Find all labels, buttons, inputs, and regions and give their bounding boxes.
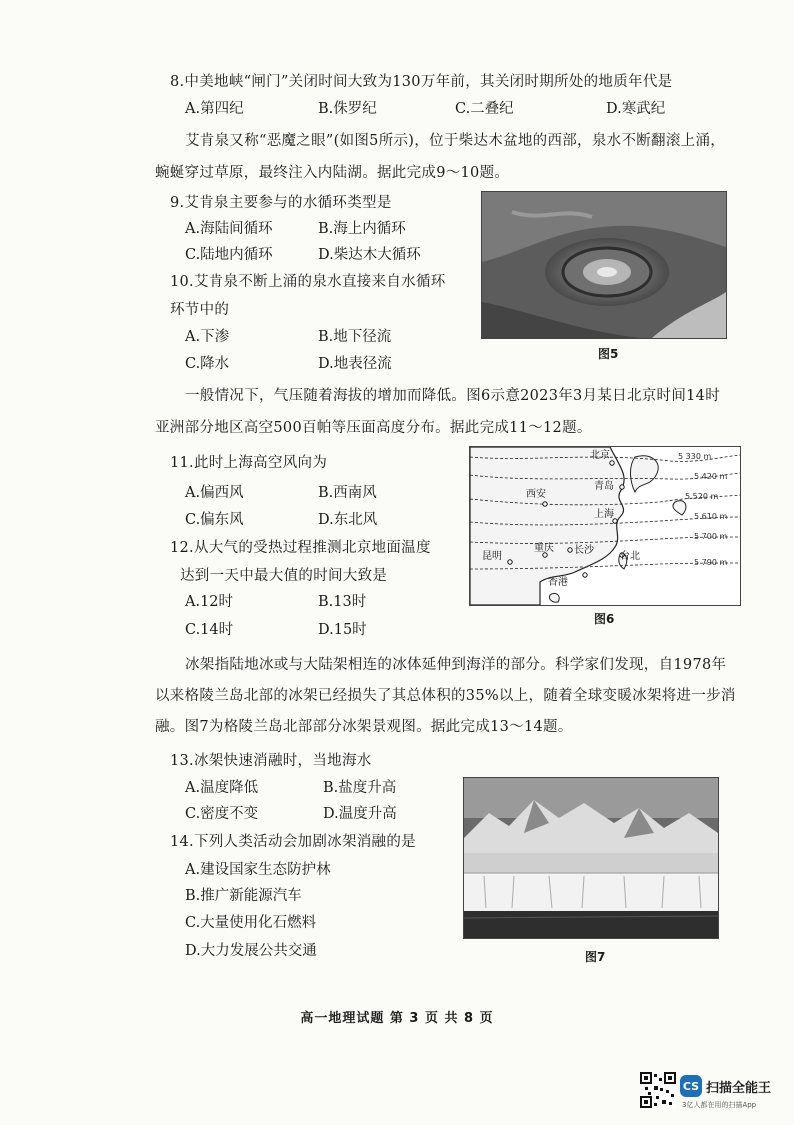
figure6-caption: 图6 [594, 612, 615, 626]
q11-option-d: D.东北风 [318, 512, 378, 528]
intro2-line2: 亚洲部分地区高空500百帕等压面高度分布。据此完成11～12题。 [155, 420, 592, 436]
q11-stem: 11.此时上海高空风向为 [170, 455, 328, 471]
city-chongqing: 重庆 [534, 543, 554, 554]
isoline-label-5700: 5 700 m [694, 532, 728, 541]
q11-option-a: A.偏西风 [185, 485, 244, 501]
page-footer: 高一地理试题 第 3 页 共 8 页 [300, 1011, 494, 1026]
q9-option-a: A.海陆间循环 [185, 221, 273, 237]
q12-option-c: C.14时 [185, 622, 234, 638]
isoline-label-5420: 5 420 m [694, 472, 728, 481]
intro1-line2: 蜿蜒穿过草原，最终注入内陆湖。据此完成9～10题。 [155, 165, 510, 181]
q8-option-a: A.第四纪 [185, 101, 244, 117]
figure7-caption: 图7 [585, 950, 606, 964]
q9-option-b: B.海上内循环 [318, 221, 406, 237]
isoline-label-5330: 5 330 m [678, 452, 712, 461]
q12-option-a: A.12时 [185, 594, 234, 610]
q9-option-c: C.陆地内循环 [185, 247, 273, 263]
q11-option-c: C.偏东风 [185, 512, 244, 528]
intro3-line1: 冰架指陆地冰或与大陆架相连的冰体延伸到海洋的部分。科学家们发现，自1978年 [185, 657, 727, 673]
figure7-ice-shelf-photo [463, 777, 719, 939]
figure5-caption: 图5 [598, 347, 619, 361]
qr-code-icon [640, 1072, 676, 1108]
q12-option-b: B.13时 [318, 594, 367, 610]
scanner-badge [680, 1075, 771, 1097]
figure5-spring-photo [481, 191, 727, 339]
q10-stem-line2: 环节中的 [170, 302, 230, 318]
q10-stem-line1: 10.艾肯泉不断上涌的泉水直接来自水循环 [170, 274, 446, 290]
q9-stem: 9.艾肯泉主要参与的水循环类型是 [170, 195, 392, 211]
q10-option-a: A.下渗 [185, 329, 230, 345]
q12-stem-line2: 达到一天中最大值的时间大致是 [180, 568, 388, 584]
q10-option-b: B.地下径流 [318, 329, 392, 345]
city-beijing: 北京 [590, 450, 610, 461]
q12-stem-line1: 12.从大气的受热过程推测北京地面温度 [170, 540, 431, 556]
city-taipei: 台北 [620, 551, 640, 562]
q12-option-d: D.15时 [318, 622, 367, 638]
q14-option-d: D.大力发展公共交通 [185, 943, 317, 959]
q14-option-a: A.建设国家生态防护林 [185, 862, 331, 878]
isoline-label-5520: 5 520 m [685, 492, 719, 501]
figure6-map [469, 446, 741, 606]
intro1-line1: 艾肯泉又称“恶魔之眼”(如图5所示)，位于柴达木盆地的西部，泉水不断翻滚上涌， [185, 133, 726, 149]
city-hongkong: 香港 [548, 577, 568, 588]
city-qingdao: 青岛 [594, 481, 614, 492]
isoline-label-5610: 5 610 m [694, 512, 728, 521]
q14-stem: 14.下列人类活动会加剧冰架消融的是 [170, 834, 416, 850]
q13-option-a: A.温度降低 [185, 780, 259, 796]
intro3-line3: 融。图7为格陵兰岛北部部分冰架景观图。据此完成13～14题。 [155, 719, 573, 735]
q13-option-c: C.密度不变 [185, 806, 259, 822]
intro2-line1: 一般情况下，气压随着海拔的增加而降低。图6示意2023年3月某日北京时间14时 [185, 388, 720, 404]
ice-shelf-image [464, 778, 718, 938]
q8-option-b: B.侏罗纪 [318, 101, 377, 117]
isoline-label-5790: 5 790 m [694, 558, 728, 567]
city-shanghai: 上海 [594, 509, 614, 520]
q10-option-d: D.地表径流 [318, 356, 392, 372]
q11-option-b: B.西南风 [318, 485, 377, 501]
camscanner-logo-icon: CS [680, 1075, 702, 1097]
q8-option-c: C.二叠纪 [455, 101, 514, 117]
q13-option-d: D.温度升高 [323, 806, 397, 822]
city-xian: 西安 [526, 489, 546, 500]
q13-option-b: B.盐度升高 [323, 780, 397, 796]
q13-stem: 13.冰架快速消融时，当地海水 [170, 753, 372, 769]
intro3-line2: 以来格陵兰岛北部的冰架已经损失了其总体积的35%以上，随着全球变暖冰架将进一步消 [155, 688, 736, 704]
scanner-tagline: 3亿人都在用的扫描App [682, 1101, 757, 1109]
city-kunming: 昆明 [482, 551, 502, 562]
q8-option-d: D.寒武纪 [606, 101, 666, 117]
q14-option-c: C.大量使用化石燃料 [185, 915, 317, 931]
isobar-map [470, 447, 740, 605]
city-changsha: 长沙 [574, 545, 594, 556]
q14-option-b: B.推广新能源汽车 [185, 888, 302, 904]
q10-option-c: C.降水 [185, 356, 230, 372]
q9-option-d: D.柴达木大循环 [318, 247, 421, 263]
spring-image [482, 192, 726, 338]
q8-stem: 8.中美地峡“闸门”关闭时间大致为130万年前，其关闭时期所处的地质年代是 [170, 74, 673, 90]
scanner-app-name: 扫描全能王 [706, 1080, 772, 1096]
